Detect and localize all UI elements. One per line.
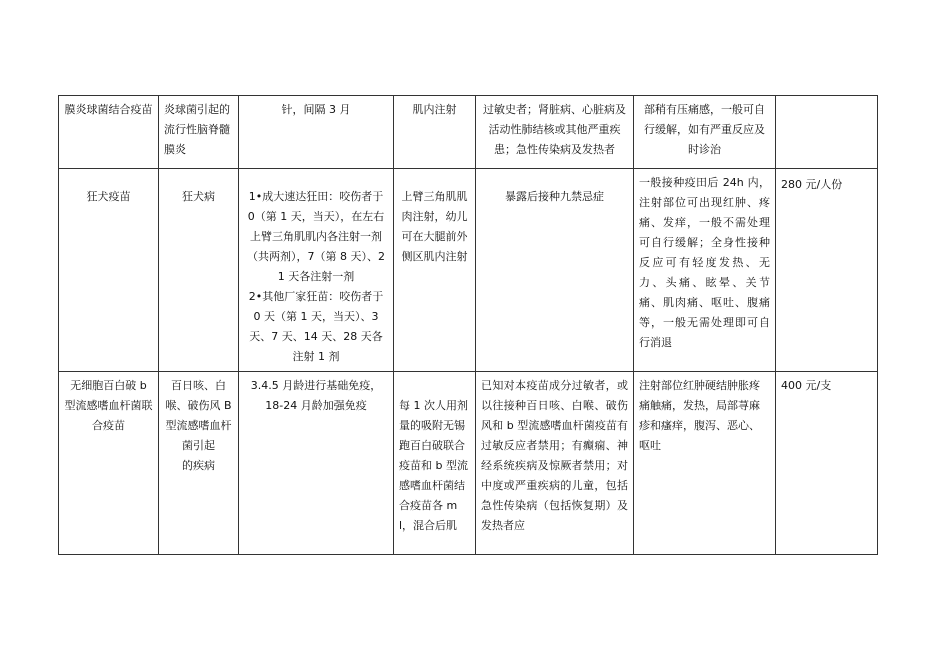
table-row	[59, 96, 878, 169]
vaccine-table	[58, 95, 878, 555]
vaccine-name-cell: 无细胞百白破 b 型流感嗜血杆菌联合疫苗	[59, 372, 159, 555]
table-row	[59, 169, 878, 372]
schedule-cell: 1•成大速达狂田：咬伤者于 0（第 1 天，当天），在左右上臂三角肌肌内各注射一剂（共两剂），7（第 8 天）、21 天各注射一剂 2•其他厂家狂苗：咬伤者于 0 天（第 1 天，当天）、3 天、7 天、14 天、28 天各注射 1 剂	[239, 169, 394, 372]
price-cell: 280 元/人份	[776, 169, 878, 372]
price-cell	[776, 96, 878, 169]
reaction-cell: 注射部位红肿硬结肿胀疼痛触痛，发热，局部荨麻疹和瘙痒，腹泻、恶心、呕吐	[634, 372, 776, 555]
schedule-cell: 针，间隔 3 月	[239, 96, 394, 169]
disease-cell: 炎球菌引起的流行性脑脊髓膜炎	[159, 96, 239, 169]
contraindication-cell: 暴露后接种九禁忌症	[476, 169, 634, 372]
price-cell: 400 元/支	[776, 372, 878, 555]
reaction-cell: 一般接种疫田后 24h 内，注射部位可出现红肿、疼痛、发痒，一般不需处理可自行缓解；全身性接种反应可有轻度发热、无力、头痛、眩晕、关节痛、肌肉痛、呕吐、腹痛等，一般无需处理即可自行消退	[634, 169, 776, 372]
route-cell: 上臂三角肌肌肉注射，幼儿可在大腿前外侧区肌内注射	[394, 169, 476, 372]
disease-cell: 狂犬病	[159, 169, 239, 372]
disease-cell: 百日咳、白喉、破伤风 B 型流感嗜血杆菌引起 的疾病	[159, 372, 239, 555]
contraindication-cell: 过敏史者；肾脏病、心脏病及活动性肺结核或其他严重疾患；急性传染病及发热者	[476, 96, 634, 169]
vaccine-name-cell: 狂犬疫苗	[59, 169, 159, 372]
route-cell: 每 1 次人用剂量的吸附无锡跑百白破联合疫苗和 b 型流感嗜血杆菌结合疫苗各 ml，混合后肌	[394, 372, 476, 555]
route-cell: 肌内注射	[394, 96, 476, 169]
schedule-cell: 3.4.5 月龄进行基础免疫， 18-24 月龄加强免疫	[239, 372, 394, 555]
vaccine-name-cell: 膜炎球菌结合疫苗	[59, 96, 159, 169]
table-row	[59, 372, 878, 555]
contraindication-cell: 已知对本疫苗成分过敏者，或以往接种百日咳、白喉、破伤风和 b 型流感嗜血杆菌疫苗有过敏反应者禁用；有癫痫、神经系统疾病及惊厥者禁用；对中度或严重疾病的儿童，包括急性传染病（包括恢复期）及发热者应	[476, 372, 634, 555]
reaction-cell: 部稍有压痛感，一般可自行缓解，如有严重反应及时诊治	[634, 96, 776, 169]
